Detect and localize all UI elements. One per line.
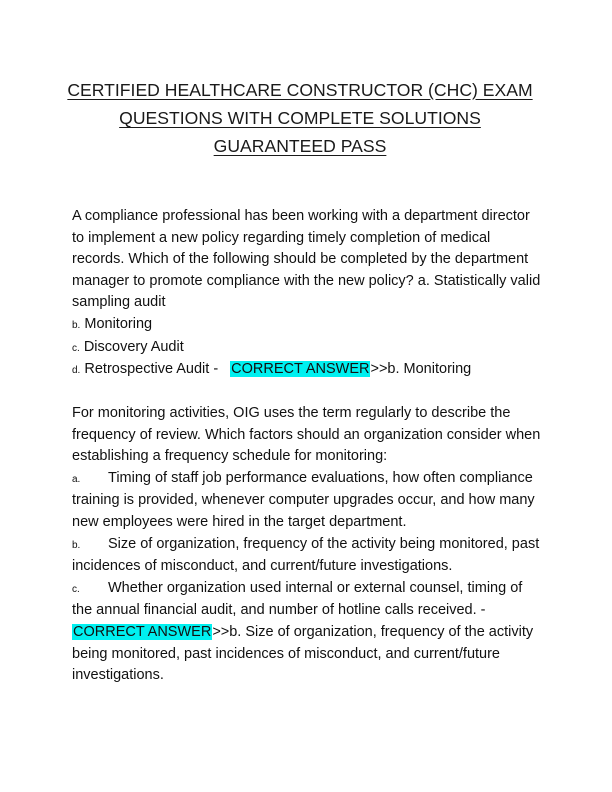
question-1-option-d <box>72 359 542 382</box>
option-text: Whether organization used internal or external counsel, timing of the annual financial audit, and number of hotline calls received. - <box>72 579 523 619</box>
option-text: Discovery Audit <box>83 338 184 355</box>
option-text: Size of organization, frequency of the activity being monitored, past incidences of misconduct, and current/future investigations. <box>72 535 540 575</box>
option-text: Timing of staff job performance evaluations, how often compliance training is provided, whenever computer upgrades occur, and how many new employees were hired in the target department. <box>72 469 535 530</box>
document-title: CERTIFIED HEALTHCARE CONSTRUCTOR (CHC) EXAM QUESTIONS WITH COMPLETE SOLUTIONS GUARANTEED PASS <box>67 80 533 156</box>
question-2-option-c <box>72 578 542 687</box>
answer-text: >>b. Size of organization, frequency of the activity being monitored, past incidences of misconduct, and current/future investigations. <box>72 623 534 684</box>
option-letter: c. <box>72 583 80 595</box>
correct-answer-label: CORRECT ANSWER <box>73 623 212 640</box>
option-letter: b. <box>72 319 81 331</box>
option-letter: d. <box>72 365 81 377</box>
question-2-option-a <box>72 468 542 534</box>
question-1-option-c <box>72 337 542 360</box>
answer-text: >>b. Monitoring <box>370 361 472 378</box>
option-text: Monitoring <box>84 315 153 332</box>
option-letter: c. <box>72 342 80 354</box>
correct-answer-label: CORRECT ANSWER <box>231 361 370 378</box>
option-letter: b. <box>72 539 81 551</box>
option-letter: a. <box>72 473 81 485</box>
option-text: Retrospective Audit - <box>84 361 219 378</box>
question-1 <box>72 206 542 382</box>
question-2-option-b <box>72 534 542 578</box>
question-2-text: For monitoring activities, OIG uses the term regularly to describe the frequency of review. Which factors should an organization consider when establishing a frequency schedule for monitoring: <box>72 405 541 465</box>
question-1-text: A compliance professional has been working with a department director to implement a new policy regarding timely completion of medical records. Which of the following should be completed by the department manager to promote compliance with the new policy? a. Statistically valid sampling audit <box>72 208 541 311</box>
question-1-option-b <box>72 314 542 337</box>
question-2 <box>72 403 542 687</box>
